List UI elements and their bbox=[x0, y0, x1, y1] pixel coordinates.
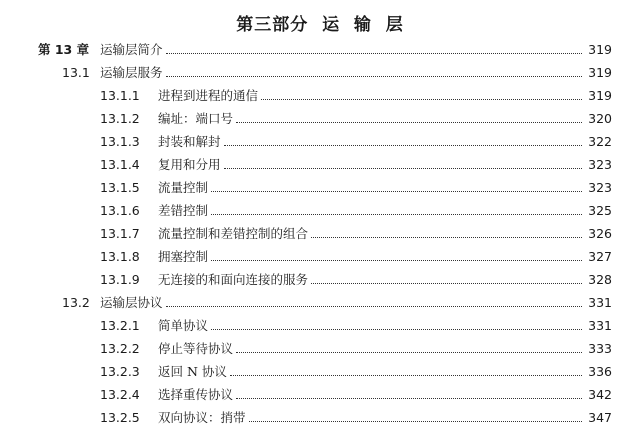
toc-title: 复用和分用 bbox=[158, 157, 221, 172]
toc-entry-subsection[interactable] bbox=[0, 84, 640, 107]
toc-number: 13.1 bbox=[62, 65, 90, 80]
toc-title: 差错控制 bbox=[158, 203, 209, 218]
toc-page-number: 319 bbox=[588, 42, 612, 57]
dot-leader bbox=[166, 306, 582, 307]
toc-page-number: 342 bbox=[588, 387, 612, 402]
dot-leader bbox=[236, 398, 582, 399]
toc-entry-subsection[interactable] bbox=[0, 360, 640, 383]
toc-page-number: 331 bbox=[588, 295, 612, 310]
toc-title: 无连接的和面向连接的服务 bbox=[158, 272, 309, 287]
toc-number: 13.1.7 bbox=[100, 226, 140, 241]
toc-number: 13.1.8 bbox=[100, 249, 140, 264]
toc-page-number: 323 bbox=[588, 180, 612, 195]
toc-entry-subsection[interactable] bbox=[0, 153, 640, 176]
toc-page-number: 322 bbox=[588, 134, 612, 149]
toc-entry-subsection[interactable] bbox=[0, 314, 640, 337]
toc-page-number: 347 bbox=[588, 410, 612, 425]
toc-page-number: 319 bbox=[588, 65, 612, 80]
toc-number: 13.2.4 bbox=[100, 387, 140, 402]
toc-title: 编址：端口号 bbox=[158, 111, 234, 126]
toc-title: 拥塞控制 bbox=[158, 249, 209, 264]
toc-entry-subsection[interactable] bbox=[0, 222, 640, 245]
dot-leader bbox=[211, 214, 582, 215]
toc-title: 选择重传协议 bbox=[158, 387, 234, 402]
dot-leader bbox=[236, 352, 582, 353]
toc-number: 13.1.2 bbox=[100, 111, 140, 126]
toc-title: 封装和解封 bbox=[158, 134, 221, 149]
toc-title: 运输层简介 bbox=[100, 42, 163, 57]
dot-leader bbox=[249, 421, 582, 422]
table-of-contents bbox=[0, 38, 640, 429]
dot-leader bbox=[211, 191, 582, 192]
toc-entry-subsection[interactable] bbox=[0, 176, 640, 199]
dot-leader bbox=[224, 168, 582, 169]
toc-entry-subsection[interactable] bbox=[0, 199, 640, 222]
toc-page-number: 325 bbox=[588, 203, 612, 218]
toc-page-number: 319 bbox=[588, 88, 612, 103]
toc-number: 13.2 bbox=[62, 295, 90, 310]
toc-number: 13.2.5 bbox=[100, 410, 140, 425]
dot-leader bbox=[311, 237, 582, 238]
dot-leader bbox=[166, 76, 582, 77]
toc-page-number: 331 bbox=[588, 318, 612, 333]
toc-entry-subsection[interactable] bbox=[0, 245, 640, 268]
dot-leader bbox=[211, 329, 582, 330]
toc-title: 流量控制和差错控制的组合 bbox=[158, 226, 309, 241]
toc-entry-subsection[interactable] bbox=[0, 107, 640, 130]
toc-number: 13.2.3 bbox=[100, 364, 140, 379]
toc-title: 流量控制 bbox=[158, 180, 209, 195]
toc-entry-section[interactable] bbox=[0, 291, 640, 314]
toc-page-number: 323 bbox=[588, 157, 612, 172]
toc-entry-subsection[interactable] bbox=[0, 406, 640, 429]
dot-leader bbox=[211, 260, 582, 261]
toc-title: 返回 N 协议 bbox=[158, 364, 227, 379]
toc-number: 13.1.1 bbox=[100, 88, 140, 103]
toc-entry-section[interactable] bbox=[0, 61, 640, 84]
toc-page-number: 320 bbox=[588, 111, 612, 126]
dot-leader bbox=[230, 375, 582, 376]
toc-number: 13.1.4 bbox=[100, 157, 140, 172]
toc-number: 13.2.2 bbox=[100, 341, 140, 356]
dot-leader bbox=[224, 145, 582, 146]
part-title: 第三部分 运 输 层 bbox=[236, 15, 404, 35]
toc-title: 运输层服务 bbox=[100, 65, 163, 80]
dot-leader bbox=[166, 53, 582, 54]
dot-leader bbox=[236, 122, 582, 123]
toc-entry-chapter-13[interactable] bbox=[0, 38, 640, 61]
toc-page-number: 333 bbox=[588, 341, 612, 356]
toc-number: 13.1.6 bbox=[100, 203, 140, 218]
toc-entry-subsection[interactable] bbox=[0, 268, 640, 291]
toc-entry-subsection[interactable] bbox=[0, 130, 640, 153]
toc-title: 运输层协议 bbox=[100, 295, 163, 310]
toc-number: 13.2.1 bbox=[100, 318, 140, 333]
dot-leader bbox=[261, 99, 582, 100]
toc-title: 停止等待协议 bbox=[158, 341, 234, 356]
toc-number: 13.1.3 bbox=[100, 134, 140, 149]
toc-entry-subsection[interactable] bbox=[0, 383, 640, 406]
toc-title: 简单协议 bbox=[158, 318, 209, 333]
dot-leader bbox=[311, 283, 582, 284]
toc-number: 第 13 章 bbox=[38, 42, 90, 57]
toc-page-number: 328 bbox=[588, 272, 612, 287]
toc-number: 13.1.5 bbox=[100, 180, 140, 195]
toc-page-number: 326 bbox=[588, 226, 612, 241]
toc-title: 进程到进程的通信 bbox=[158, 88, 259, 103]
toc-title: 双向协议：捎带 bbox=[158, 410, 246, 425]
toc-page-number: 327 bbox=[588, 249, 612, 264]
toc-number: 13.1.9 bbox=[100, 272, 140, 287]
toc-entry-subsection[interactable] bbox=[0, 337, 640, 360]
toc-page-number: 336 bbox=[588, 364, 612, 379]
